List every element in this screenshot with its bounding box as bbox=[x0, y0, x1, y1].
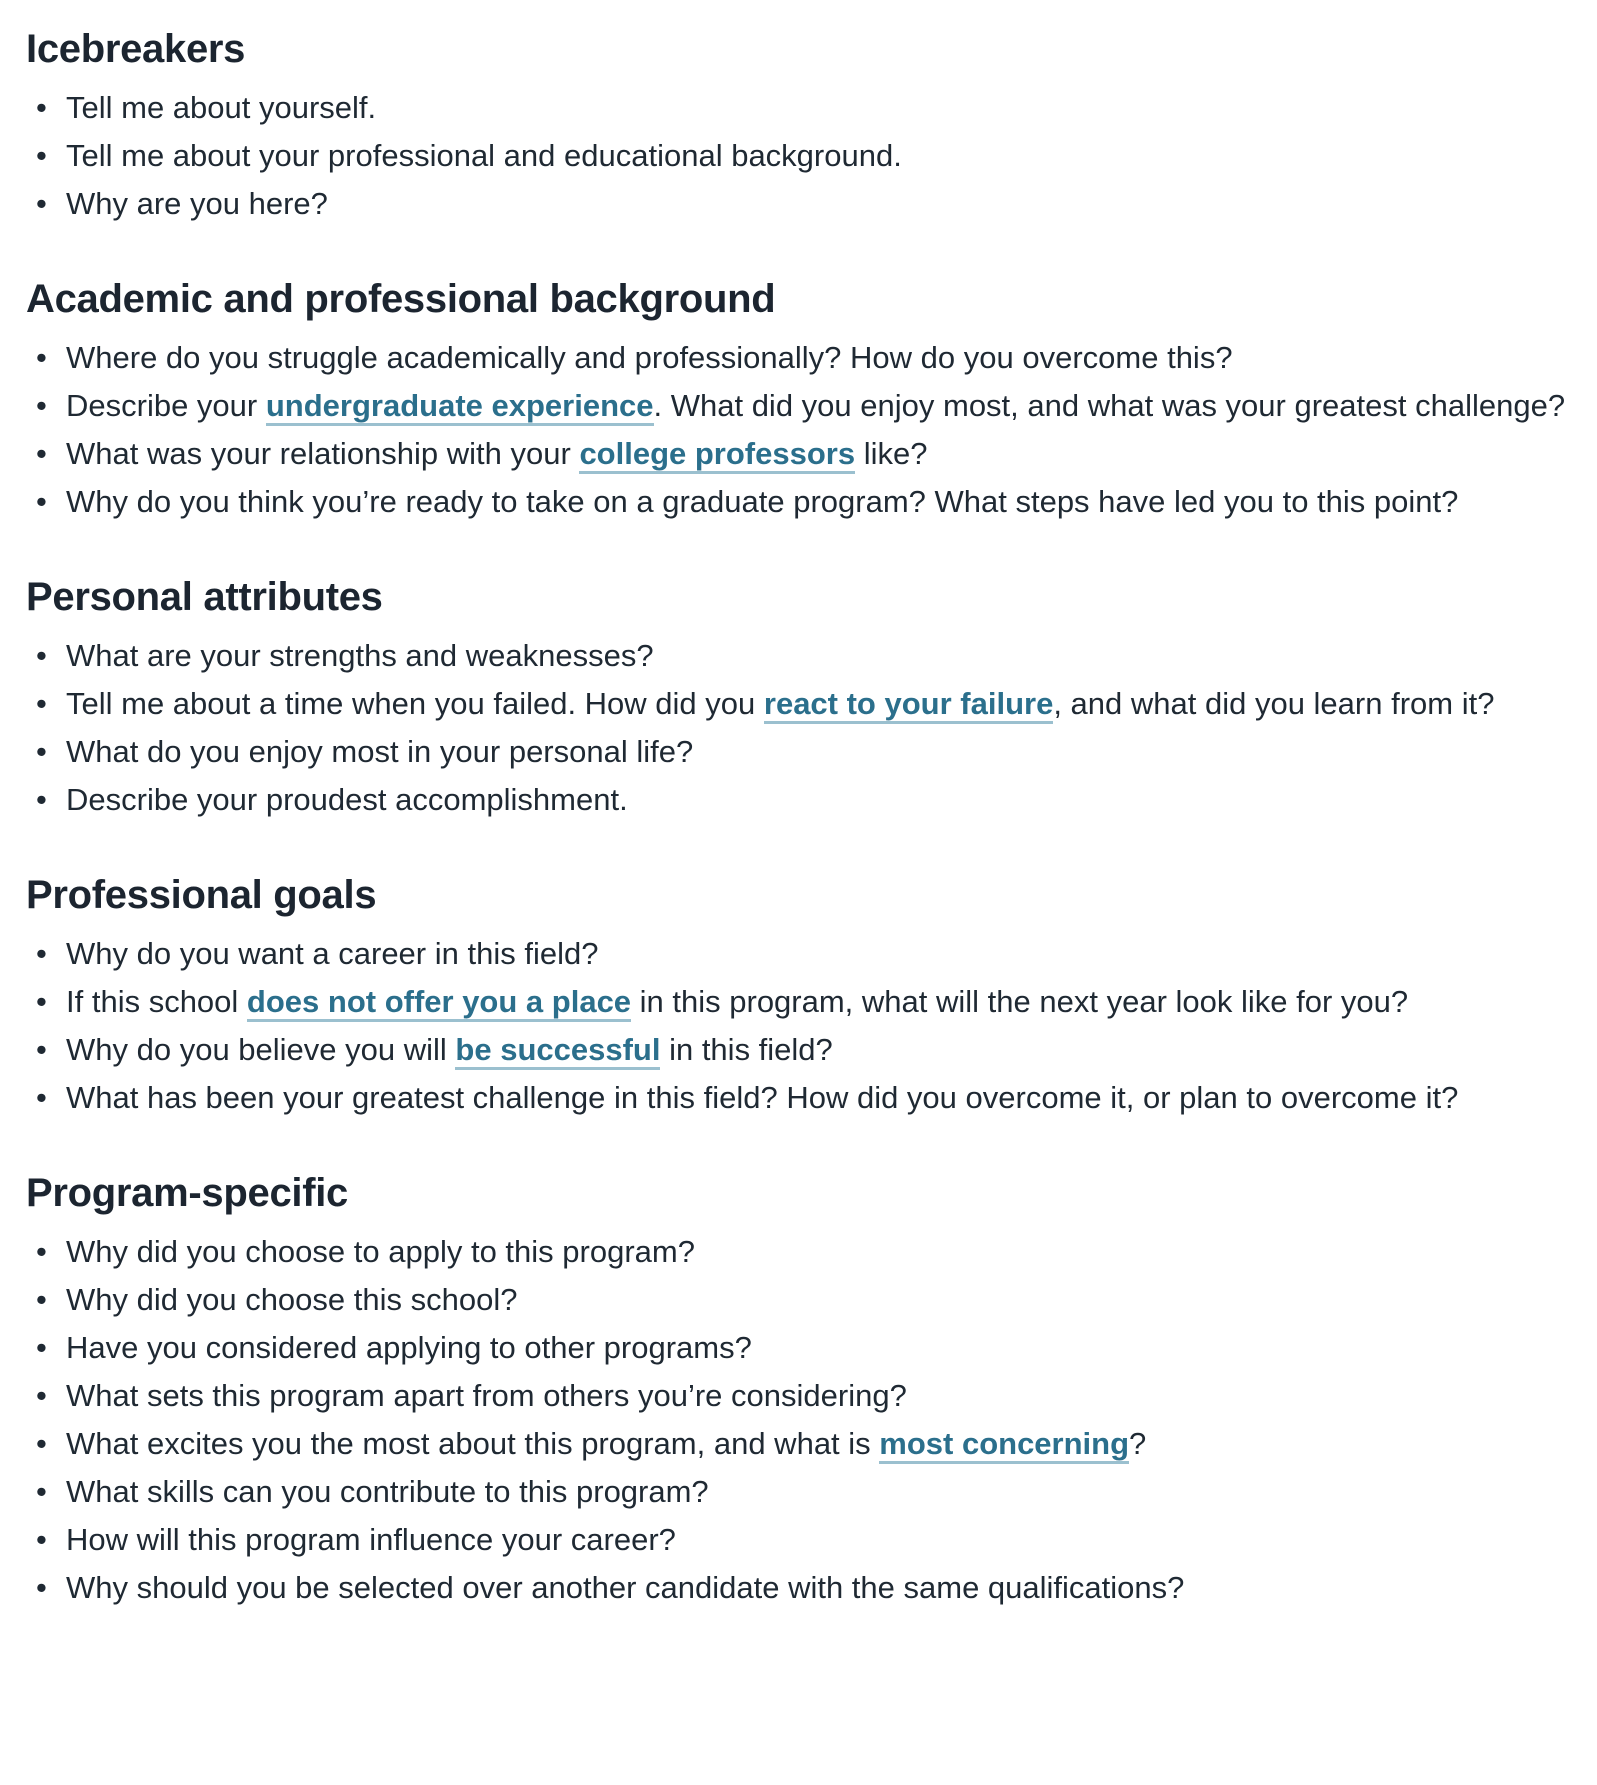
bullet-icon: • bbox=[36, 1080, 47, 1115]
item-text: How will this program influence your career? bbox=[66, 1522, 676, 1557]
section-heading: Personal attributes bbox=[26, 575, 383, 619]
list-item bbox=[36, 1468, 1596, 1516]
list-item bbox=[36, 1276, 1596, 1324]
bullet-icon: • bbox=[36, 734, 47, 769]
list-item bbox=[36, 1026, 1596, 1074]
item-text: Describe your bbox=[66, 388, 266, 423]
list-item bbox=[36, 132, 1596, 180]
list-item bbox=[36, 430, 1596, 478]
item-text: What excites you the most about this program, and what is bbox=[66, 1426, 880, 1461]
item-text: Why did you choose this school? bbox=[66, 1282, 518, 1317]
section-program-specific bbox=[26, 1158, 1597, 1612]
bullet-icon: • bbox=[36, 984, 47, 1019]
item-text: What was your relationship with your bbox=[66, 436, 580, 471]
list-item bbox=[36, 1372, 1596, 1420]
bullet-icon: • bbox=[36, 1032, 47, 1067]
item-text: in this field? bbox=[660, 1032, 833, 1067]
item-text: like? bbox=[855, 436, 928, 471]
item-text: Why do you think you’re ready to take on a graduate program? What steps have led you to this point? bbox=[66, 484, 1459, 519]
list-item bbox=[36, 1324, 1596, 1372]
bullet-icon: • bbox=[36, 138, 47, 173]
item-text: Where do you struggle academically and professionally? How do you overcome this? bbox=[66, 340, 1233, 375]
item-text: What sets this program apart from others you’re considering? bbox=[66, 1378, 907, 1413]
item-text: Tell me about a time when you failed. How did you bbox=[66, 686, 764, 721]
item-text: , and what did you learn from it? bbox=[1053, 686, 1495, 721]
inline-link[interactable]: most concerning bbox=[879, 1426, 1129, 1464]
inline-link[interactable]: does not offer you a place bbox=[247, 984, 631, 1022]
list-item bbox=[36, 1516, 1596, 1564]
list-item bbox=[36, 1420, 1596, 1468]
question-list bbox=[26, 1228, 1597, 1612]
list-item bbox=[36, 1074, 1596, 1122]
question-list bbox=[26, 930, 1597, 1122]
bullet-icon: • bbox=[36, 782, 47, 817]
item-text: What do you enjoy most in your personal life? bbox=[66, 734, 694, 769]
item-text: What has been your greatest challenge in this field? How did you overcome it, or plan to overcome it? bbox=[66, 1080, 1459, 1115]
list-item bbox=[36, 478, 1596, 526]
bullet-icon: • bbox=[36, 388, 47, 423]
bullet-icon: • bbox=[36, 936, 47, 971]
section-heading: Academic and professional background bbox=[26, 277, 776, 321]
section-icebreakers bbox=[26, 14, 1597, 228]
bullet-icon: • bbox=[36, 1570, 47, 1605]
item-text: in this program, what will the next year look like for you? bbox=[631, 984, 1409, 1019]
question-list bbox=[26, 84, 1597, 228]
section-personal-attributes bbox=[26, 562, 1597, 824]
section-heading: Program-specific bbox=[26, 1171, 348, 1215]
bullet-icon: • bbox=[36, 186, 47, 221]
inline-link[interactable]: college professors bbox=[579, 436, 855, 474]
list-item bbox=[36, 632, 1596, 680]
list-item bbox=[36, 180, 1596, 228]
list-item bbox=[36, 680, 1596, 728]
bullet-icon: • bbox=[36, 1330, 47, 1365]
item-text: Why are you here? bbox=[66, 186, 328, 221]
question-list bbox=[26, 632, 1597, 824]
list-item bbox=[36, 930, 1596, 978]
item-text: Have you considered applying to other programs? bbox=[66, 1330, 752, 1365]
inline-link[interactable]: be successful bbox=[455, 1032, 660, 1070]
list-item bbox=[36, 728, 1596, 776]
inline-link[interactable]: undergraduate experience bbox=[266, 388, 654, 426]
bullet-icon: • bbox=[36, 340, 47, 375]
list-item bbox=[36, 382, 1596, 430]
list-item bbox=[36, 334, 1596, 382]
bullet-icon: • bbox=[36, 1282, 47, 1317]
item-text: ? bbox=[1129, 1426, 1147, 1461]
bullet-icon: • bbox=[36, 1522, 47, 1557]
bullet-icon: • bbox=[36, 1378, 47, 1413]
section-heading: Icebreakers bbox=[26, 27, 246, 71]
section-heading: Professional goals bbox=[26, 873, 377, 917]
question-list bbox=[26, 334, 1597, 526]
item-text: Tell me about yourself. bbox=[66, 90, 377, 125]
list-item bbox=[36, 978, 1596, 1026]
item-text: Describe your proudest accomplishment. bbox=[66, 782, 628, 817]
item-text: Why did you choose to apply to this program? bbox=[66, 1234, 695, 1269]
bullet-icon: • bbox=[36, 484, 47, 519]
item-text: What skills can you contribute to this program? bbox=[66, 1474, 709, 1509]
item-text: What are your strengths and weaknesses? bbox=[66, 638, 654, 673]
item-text: Why do you want a career in this field? bbox=[66, 936, 599, 971]
item-text: Tell me about your professional and educational background. bbox=[66, 138, 902, 173]
bullet-icon: • bbox=[36, 1474, 47, 1509]
item-text: If this school bbox=[66, 984, 247, 1019]
list-item bbox=[36, 1564, 1596, 1612]
bullet-icon: • bbox=[36, 436, 47, 471]
bullet-icon: • bbox=[36, 1426, 47, 1461]
item-text: Why do you believe you will bbox=[66, 1032, 456, 1067]
bullet-icon: • bbox=[36, 90, 47, 125]
section-academic-and-professional-background bbox=[26, 264, 1597, 526]
item-text: . What did you enjoy most, and what was your greatest challenge? bbox=[653, 388, 1566, 423]
bullet-icon: • bbox=[36, 686, 47, 721]
list-item bbox=[36, 776, 1596, 824]
bullet-icon: • bbox=[36, 638, 47, 673]
inline-link[interactable]: react to your failure bbox=[764, 686, 1053, 724]
list-item bbox=[36, 1228, 1596, 1276]
bullet-icon: • bbox=[36, 1234, 47, 1269]
list-item bbox=[36, 84, 1596, 132]
item-text: Why should you be selected over another candidate with the same qualifications? bbox=[66, 1570, 1185, 1605]
section-professional-goals bbox=[26, 860, 1597, 1122]
